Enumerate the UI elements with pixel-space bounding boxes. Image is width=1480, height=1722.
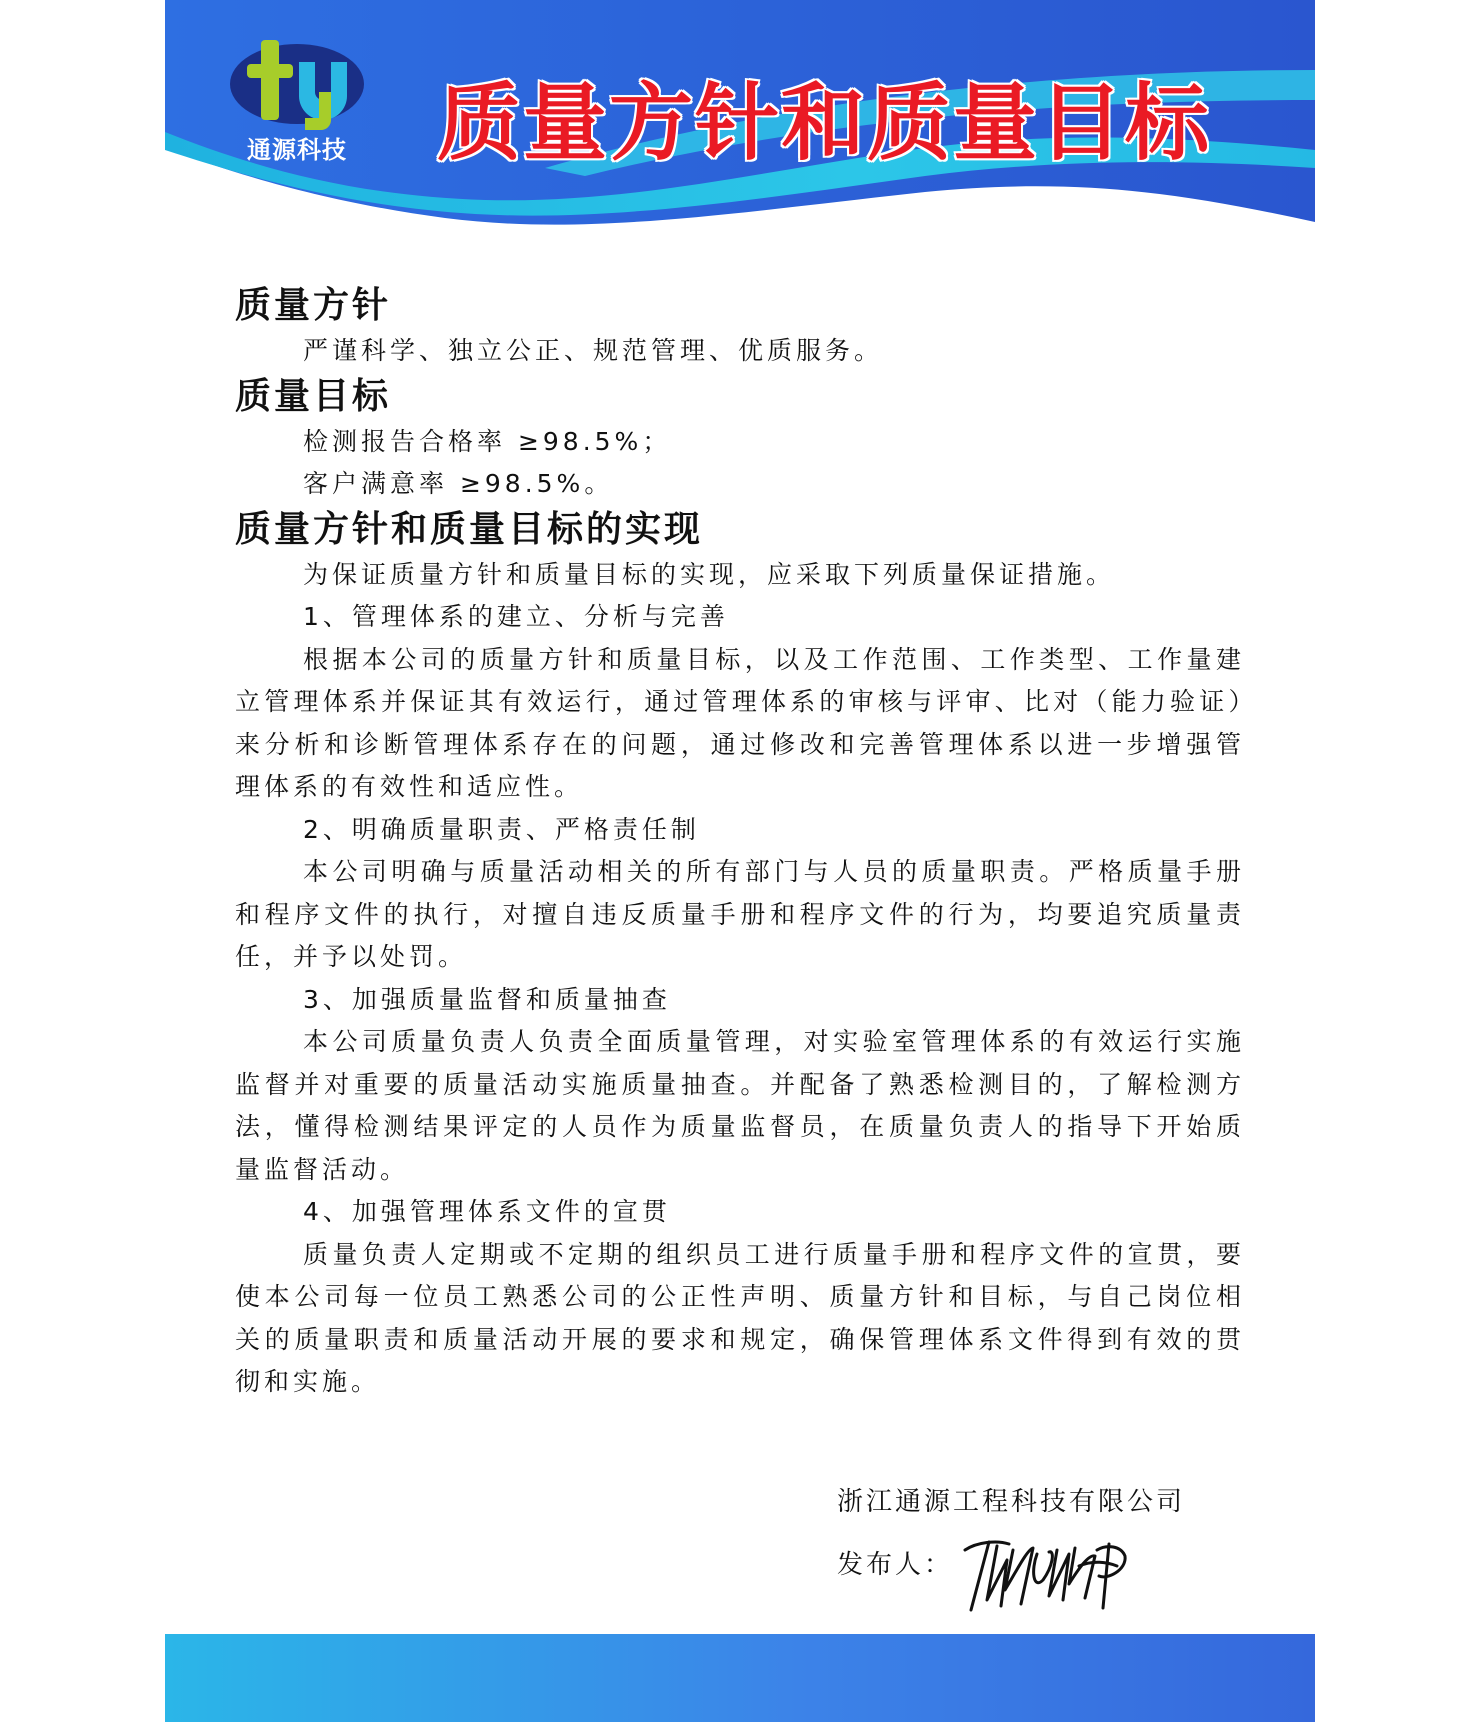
logo-text: 通源科技: [247, 136, 347, 164]
implementation-intro: 为保证质量方针和质量目标的实现，应采取下列质量保证措施。: [303, 559, 1116, 589]
policy-heading: 质量方针: [235, 285, 392, 326]
poster: [165, 0, 1315, 1722]
measure-body: 质量负责人定期或不定期的组织员工进行质量手册和程序文件的宣贯，要使本公司每一位员工熟悉公司的公正性声明、质量方针和目标，与自己岗位相关的质量职责和质量活动开展的要求和规定，确保管理体系文件得到有效的贯彻和实施。: [235, 1239, 1245, 1396]
handwritten-signature: [957, 1520, 1137, 1620]
measure-title: 3、加强质量监督和质量抽查: [303, 984, 671, 1014]
issuing-company: 浙江通源工程科技有限公司: [837, 1487, 1186, 1517]
main-content: [235, 282, 1245, 1404]
objectives-heading: 质量目标: [235, 375, 392, 417]
publisher-row: [837, 1532, 1185, 1612]
measure-title: 4、加强管理体系文件的宣贯: [303, 1197, 671, 1226]
page-title: 质量方针和质量目标: [437, 74, 1212, 172]
policy-text: 严谨科学、独立公正、规范管理、优质服务。: [303, 336, 884, 365]
objective-item: 检测报告合格率 ≥98.5%；: [303, 426, 672, 456]
signoff-block: [837, 1480, 1185, 1612]
measure-title: 2、明确质量职责、严格责任制: [303, 814, 700, 844]
header-banner: [165, 0, 1315, 240]
publisher-label: 发布人：: [837, 1550, 954, 1580]
measure-body: 本公司质量负责人负责全面质量管理，对实验室管理体系的有效运行实施监督并对重要的质量活动实施质量抽查。并配备了熟悉检测目的，了解检测方法，懂得检测结果评定的人员作为质量监督员，在质量负责人的指导下开始质量监督活动。: [235, 1027, 1245, 1184]
measure-title: 1、管理体系的建立、分析与完善: [303, 602, 729, 631]
measure-body: 根据本公司的质量方针和质量目标，以及工作范围、工作类型、工作量建立管理体系并保证其有效运行，通过管理体系的审核与评审、比对（能力验证）来分析和诊断管理体系存在的问题，通过修改和完善管理体系以进一步增强管理体系的有效性和适应性。: [235, 644, 1245, 801]
implementation-heading: 质量方针和质量目标的实现: [235, 508, 704, 550]
measure-body: 本公司明确与质量活动相关的所有部门与人员的质量职责。严格质量手册和程序文件的执行，对擅自违反质量手册和程序文件的行为，均要追究质量责任，并予以处罚。: [235, 857, 1245, 971]
footer-band: [165, 1634, 1315, 1722]
objective-item: 客户满意率 ≥98.5%。: [303, 469, 614, 498]
